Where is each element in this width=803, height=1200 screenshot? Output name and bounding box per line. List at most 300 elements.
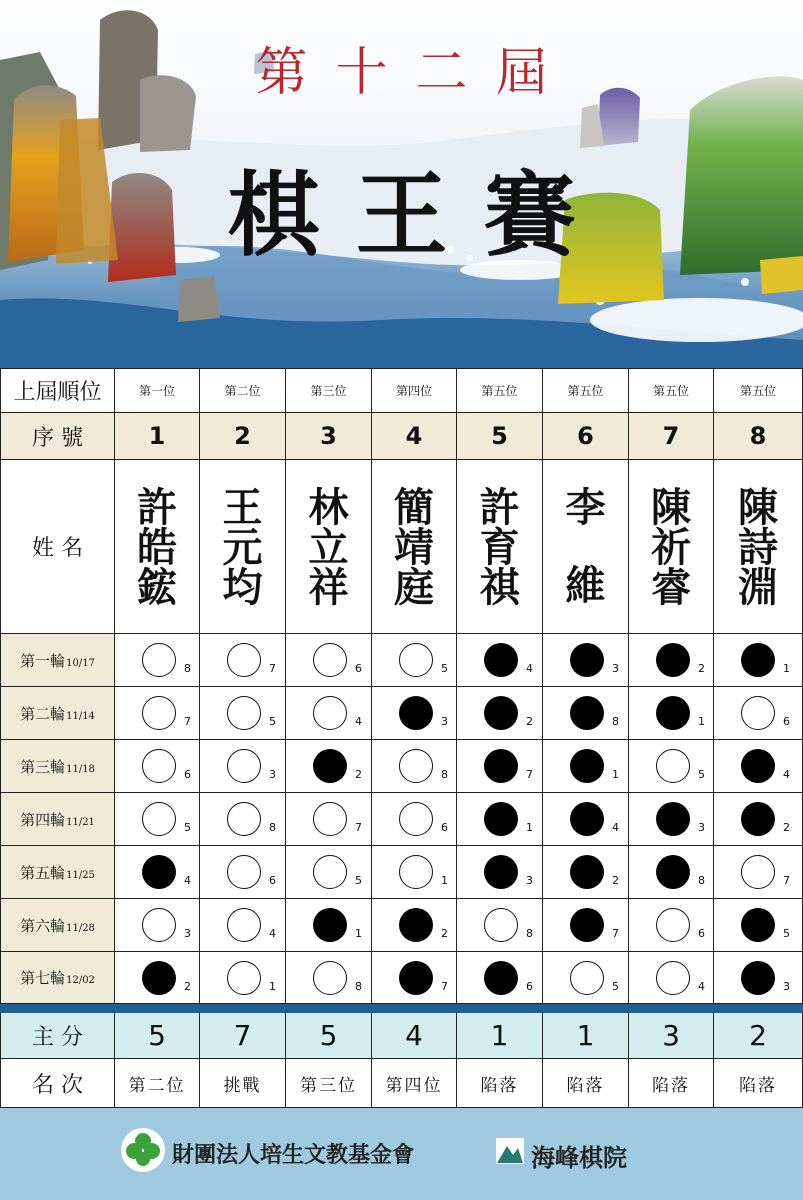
black-stone-icon <box>399 961 433 995</box>
white-stone-icon <box>227 802 261 836</box>
game-cell <box>543 793 629 846</box>
opponent-number: 3 <box>612 662 619 675</box>
black-stone-icon <box>656 855 690 889</box>
opponent-number: 1 <box>698 715 705 728</box>
black-stone-icon <box>570 855 604 889</box>
white-stone-icon <box>399 855 433 889</box>
opponent-number: 4 <box>184 874 191 887</box>
black-stone-icon <box>570 802 604 836</box>
black-stone-icon <box>484 749 518 783</box>
name-char: 育 <box>479 523 520 571</box>
round-label <box>20 915 95 936</box>
opponent-number: 1 <box>355 927 362 940</box>
opponent-number: 7 <box>526 768 533 781</box>
opponent-number: 6 <box>355 662 362 675</box>
player-name <box>479 483 520 611</box>
black-stone-icon <box>142 855 176 889</box>
score-cell <box>457 1013 543 1059</box>
game-cell <box>286 793 372 846</box>
score-value: 1 <box>490 1019 509 1052</box>
game-cell <box>286 740 372 793</box>
opponent-number: 6 <box>184 768 191 781</box>
opponent-number: 4 <box>269 927 276 940</box>
black-stone-icon <box>484 961 518 995</box>
opponent-number: 8 <box>441 768 448 781</box>
game-cell <box>200 740 286 793</box>
black-stone-icon <box>570 696 604 730</box>
prev-rank: 第三位 <box>310 384 347 398</box>
opponent-number: 7 <box>184 715 191 728</box>
game-cell <box>629 793 714 846</box>
opponent-number: 6 <box>698 927 705 940</box>
seq-number: 6 <box>577 422 594 450</box>
game-cell <box>629 846 714 899</box>
seq-cell <box>629 413 714 460</box>
white-stone-icon <box>142 908 176 942</box>
opponent-number: 6 <box>441 821 448 834</box>
game-cell <box>115 687 200 740</box>
opponent-number: 4 <box>526 662 533 675</box>
black-stone-icon <box>741 802 775 836</box>
round-label-cell <box>0 899 115 952</box>
table-divider <box>0 1004 803 1013</box>
white-stone-icon <box>656 908 690 942</box>
score-cell <box>200 1013 286 1059</box>
name-cell <box>372 460 457 634</box>
black-stone-icon <box>313 908 347 942</box>
player-name <box>137 483 177 611</box>
white-stone-icon <box>313 696 347 730</box>
results-table <box>0 368 803 1108</box>
prev-rank: 第二位 <box>224 384 261 398</box>
game-cell <box>714 899 803 952</box>
prev-rank: 第四位 <box>395 384 432 398</box>
black-stone-icon <box>741 961 775 995</box>
game-cell <box>372 899 457 952</box>
seq-cell <box>286 413 372 460</box>
sponsor-foundation-name: 財團法人培生文教基金會 <box>172 1142 415 1168</box>
opponent-number: 8 <box>526 927 533 940</box>
player-name <box>308 483 349 611</box>
opponent-number: 3 <box>526 874 533 887</box>
opponent-number: 4 <box>612 821 619 834</box>
white-stone-icon <box>399 749 433 783</box>
row-label: 序 號 <box>32 425 83 451</box>
opponent-number: 8 <box>355 980 362 993</box>
game-cell <box>457 846 543 899</box>
opponent-number: 2 <box>441 927 448 940</box>
opponent-number: 5 <box>612 980 619 993</box>
game-cell <box>714 846 803 899</box>
name-char: 王 <box>222 483 263 531</box>
seq-cell <box>372 413 457 460</box>
white-stone-icon <box>227 696 261 730</box>
game-cell <box>629 899 714 952</box>
game-cell <box>372 846 457 899</box>
name-char: 祺 <box>479 563 520 611</box>
score-value: 7 <box>233 1019 252 1052</box>
round-label <box>20 809 95 830</box>
seq-number: 3 <box>320 422 337 450</box>
black-stone-icon <box>484 696 518 730</box>
white-stone-icon <box>313 802 347 836</box>
game-cell <box>372 634 457 687</box>
placing-value: 陷落 <box>566 1075 605 1096</box>
prev-rank: 第五位 <box>567 384 604 398</box>
name-char: 靖 <box>394 523 434 571</box>
placing-cell <box>115 1059 200 1108</box>
game-cell <box>714 687 803 740</box>
player-name <box>565 483 606 609</box>
score-value: 4 <box>405 1019 423 1052</box>
opponent-number: 2 <box>355 768 362 781</box>
black-stone-icon <box>399 696 433 730</box>
black-stone-icon <box>484 643 518 677</box>
opponent-number: 2 <box>184 980 191 993</box>
opponent-number: 1 <box>526 821 533 834</box>
black-stone-icon <box>142 961 176 995</box>
seq-number: 8 <box>749 422 767 450</box>
opponent-number: 5 <box>441 662 448 675</box>
opponent-number: 5 <box>783 927 790 940</box>
score-value: 5 <box>148 1019 166 1052</box>
black-stone-icon <box>741 908 775 942</box>
name-char: 皓 <box>137 523 177 571</box>
black-stone-icon <box>570 749 604 783</box>
opponent-number: 8 <box>184 662 191 675</box>
row-label: 名 次 <box>32 1072 83 1098</box>
placing-value: 陷落 <box>739 1075 777 1096</box>
footer-bar <box>0 1108 803 1200</box>
white-stone-icon <box>227 643 261 677</box>
name-char: 元 <box>222 523 263 571</box>
game-cell <box>543 846 629 899</box>
round-date: 11/25 <box>66 869 95 881</box>
prev-rank: 第一位 <box>138 384 175 398</box>
game-cell <box>115 899 200 952</box>
name-char: 均 <box>222 563 263 611</box>
name-char: 詩 <box>738 523 778 571</box>
game-cell <box>457 634 543 687</box>
game-cell <box>543 634 629 687</box>
seq-number: 5 <box>491 422 508 450</box>
placing-cell <box>457 1059 543 1108</box>
game-cell <box>714 793 803 846</box>
name-cell <box>457 460 543 634</box>
white-stone-icon <box>142 696 176 730</box>
seq-number: 7 <box>662 422 680 450</box>
black-stone-icon <box>741 643 775 677</box>
score-cell <box>714 1013 803 1059</box>
opponent-number: 6 <box>269 874 276 887</box>
academy-name: 海峰棋院 <box>531 1143 627 1172</box>
name-char: 許 <box>479 483 520 531</box>
placing-value: 陷落 <box>480 1075 519 1096</box>
white-stone-icon <box>227 961 261 995</box>
black-stone-icon <box>656 696 690 730</box>
opponent-number: 5 <box>355 874 362 887</box>
seq-cell <box>543 413 629 460</box>
score-value: 3 <box>662 1019 680 1052</box>
score-value: 2 <box>749 1019 767 1052</box>
placing-value: 第二位 <box>128 1075 186 1096</box>
name-cell <box>115 460 200 634</box>
white-stone-icon <box>142 749 176 783</box>
round-label <box>20 967 95 988</box>
opponent-number: 6 <box>526 980 533 993</box>
opponent-number: 1 <box>269 980 276 993</box>
game-cell <box>200 687 286 740</box>
player-name <box>222 483 263 611</box>
round-label-cell <box>0 793 115 846</box>
white-stone-icon <box>656 749 690 783</box>
edition-title: 第十二屆 <box>255 43 576 103</box>
opponent-number: 6 <box>783 715 790 728</box>
game-cell <box>714 740 803 793</box>
placing-value: 挑戰 <box>223 1075 262 1096</box>
white-stone-icon <box>313 643 347 677</box>
prev-rank-cell <box>372 368 457 413</box>
row-label-placing <box>0 1059 115 1108</box>
round-label-cell <box>0 634 115 687</box>
game-cell <box>200 952 286 1004</box>
white-stone-icon <box>142 643 176 677</box>
game-cell <box>286 687 372 740</box>
seq-cell <box>115 413 200 460</box>
name-char: 立 <box>308 523 349 571</box>
game-cell <box>286 846 372 899</box>
score-cell <box>372 1013 457 1059</box>
game-cell <box>372 793 457 846</box>
name-cell <box>286 460 372 634</box>
round-date: 11/28 <box>66 922 95 934</box>
white-stone-icon <box>313 961 347 995</box>
academy-logo-icon <box>496 1138 524 1164</box>
game-cell <box>543 899 629 952</box>
black-stone-icon <box>656 643 690 677</box>
round-label <box>20 862 95 883</box>
name-char: 陳 <box>738 483 778 531</box>
opponent-number: 7 <box>355 821 362 834</box>
opponent-number: 7 <box>441 980 448 993</box>
name-cell <box>543 460 629 634</box>
prev-rank-cell <box>714 368 803 413</box>
round-name: 第四輪 <box>20 810 66 829</box>
game-cell <box>543 687 629 740</box>
score-cell <box>115 1013 200 1059</box>
opponent-number: 4 <box>698 980 705 993</box>
round-name: 第五輪 <box>20 863 66 882</box>
seq-number: 2 <box>234 422 251 450</box>
prev-rank-cell <box>457 368 543 413</box>
opponent-number: 5 <box>184 821 191 834</box>
black-stone-icon <box>656 802 690 836</box>
opponent-number: 8 <box>698 874 705 887</box>
name-char: 林 <box>308 483 349 531</box>
game-cell <box>200 846 286 899</box>
round-label <box>20 756 95 777</box>
game-cell <box>543 740 629 793</box>
game-cell <box>629 952 714 1004</box>
white-stone-icon <box>227 855 261 889</box>
name-char: 簡 <box>394 483 434 531</box>
score-value: 5 <box>319 1019 338 1052</box>
score-value: 1 <box>576 1019 595 1052</box>
round-name: 第二輪 <box>20 704 66 723</box>
round-date: 11/14 <box>66 710 95 722</box>
name-char: 睿 <box>651 563 691 611</box>
player-name <box>394 483 434 611</box>
opponent-number: 2 <box>698 662 705 675</box>
name-char: 祥 <box>308 563 349 611</box>
black-stone-icon <box>313 749 347 783</box>
row-label-name <box>0 460 115 634</box>
game-cell <box>200 634 286 687</box>
white-stone-icon <box>142 802 176 836</box>
black-stone-icon <box>484 802 518 836</box>
prev-rank: 第五位 <box>652 384 689 398</box>
game-cell <box>457 793 543 846</box>
round-label-cell <box>0 846 115 899</box>
opponent-number: 7 <box>783 874 790 887</box>
seq-cell <box>200 413 286 460</box>
round-name: 第七輪 <box>20 969 66 987</box>
clover-logo-icon <box>121 1128 165 1172</box>
white-stone-icon <box>227 908 261 942</box>
black-stone-icon <box>741 749 775 783</box>
player-name <box>738 483 778 611</box>
white-stone-icon <box>484 908 518 942</box>
name-cell <box>200 460 286 634</box>
game-cell <box>457 952 543 1004</box>
name-char: 鋐 <box>137 563 177 611</box>
opponent-number: 4 <box>355 715 362 728</box>
opponent-number: 3 <box>698 821 705 834</box>
game-cell <box>200 899 286 952</box>
opponent-number: 5 <box>698 768 705 781</box>
game-cell <box>115 846 200 899</box>
tournament-title: 棋王賽 <box>227 161 612 269</box>
score-cell <box>629 1013 714 1059</box>
opponent-number: 4 <box>783 768 790 781</box>
placing-cell <box>543 1059 629 1108</box>
score-cell <box>286 1013 372 1059</box>
name-char: 陳 <box>651 483 691 531</box>
game-cell <box>714 952 803 1004</box>
game-cell <box>286 952 372 1004</box>
name-char: 李 <box>565 483 606 531</box>
round-label-cell <box>0 952 115 1004</box>
opponent-number: 2 <box>526 715 533 728</box>
round-label <box>20 703 95 724</box>
placing-value: 第三位 <box>300 1075 357 1096</box>
black-stone-icon <box>399 908 433 942</box>
game-cell <box>543 952 629 1004</box>
opponent-number: 7 <box>612 927 619 940</box>
white-stone-icon <box>741 855 775 889</box>
prev-rank-cell <box>286 368 372 413</box>
header-artwork <box>0 0 803 368</box>
game-cell <box>457 740 543 793</box>
row-label-seq <box>0 413 115 460</box>
game-cell <box>629 687 714 740</box>
opponent-number: 8 <box>612 715 619 728</box>
game-cell <box>372 952 457 1004</box>
prev-rank-cell <box>629 368 714 413</box>
row-label: 主 分 <box>32 1025 83 1050</box>
white-stone-icon <box>313 855 347 889</box>
opponent-number: 1 <box>441 874 448 887</box>
white-stone-icon <box>399 802 433 836</box>
seq-cell <box>714 413 803 460</box>
seq-number: 4 <box>405 422 423 450</box>
score-cell <box>543 1013 629 1059</box>
opponent-number: 8 <box>269 821 276 834</box>
placing-value: 第四位 <box>385 1075 443 1096</box>
white-stone-icon <box>656 961 690 995</box>
black-stone-icon <box>570 643 604 677</box>
game-cell <box>629 740 714 793</box>
placing-cell <box>629 1059 714 1108</box>
black-stone-icon <box>484 855 518 889</box>
row-label-prev-rank <box>0 368 115 413</box>
round-date: 10/17 <box>66 657 95 669</box>
game-cell <box>457 687 543 740</box>
game-cell <box>372 687 457 740</box>
game-cell <box>115 793 200 846</box>
game-cell <box>115 634 200 687</box>
prev-rank-cell <box>115 368 200 413</box>
opponent-number: 2 <box>783 821 790 834</box>
game-cell <box>115 952 200 1004</box>
white-stone-icon <box>570 961 604 995</box>
placing-cell <box>286 1059 372 1108</box>
player-name <box>651 483 691 611</box>
name-cell <box>714 460 803 634</box>
round-label <box>20 650 95 671</box>
name-char: 維 <box>565 561 606 609</box>
black-stone-icon <box>570 908 604 942</box>
opponent-number: 3 <box>184 927 191 940</box>
placing-cell <box>372 1059 457 1108</box>
round-name: 第三輪 <box>20 757 66 776</box>
name-char: 許 <box>137 483 177 531</box>
round-name: 第一輪 <box>20 651 66 670</box>
white-stone-icon <box>399 643 433 677</box>
game-cell <box>457 899 543 952</box>
game-cell <box>115 740 200 793</box>
round-label-cell <box>0 740 115 793</box>
row-label-score <box>0 1013 115 1059</box>
game-cell <box>200 793 286 846</box>
round-date: 11/21 <box>66 816 95 828</box>
name-cell <box>629 460 714 634</box>
prev-rank: 第五位 <box>481 384 518 398</box>
round-date: 11/18 <box>66 763 95 775</box>
opponent-number: 3 <box>783 980 790 993</box>
round-label-cell <box>0 687 115 740</box>
game-cell <box>286 634 372 687</box>
opponent-number: 7 <box>269 662 276 675</box>
name-char: 淵 <box>738 563 778 611</box>
seq-cell <box>457 413 543 460</box>
name-char: 祈 <box>651 523 691 571</box>
placing-cell <box>714 1059 803 1108</box>
prev-rank: 第五位 <box>739 384 776 398</box>
game-cell <box>372 740 457 793</box>
white-stone-icon <box>741 696 775 730</box>
opponent-number: 3 <box>441 715 448 728</box>
